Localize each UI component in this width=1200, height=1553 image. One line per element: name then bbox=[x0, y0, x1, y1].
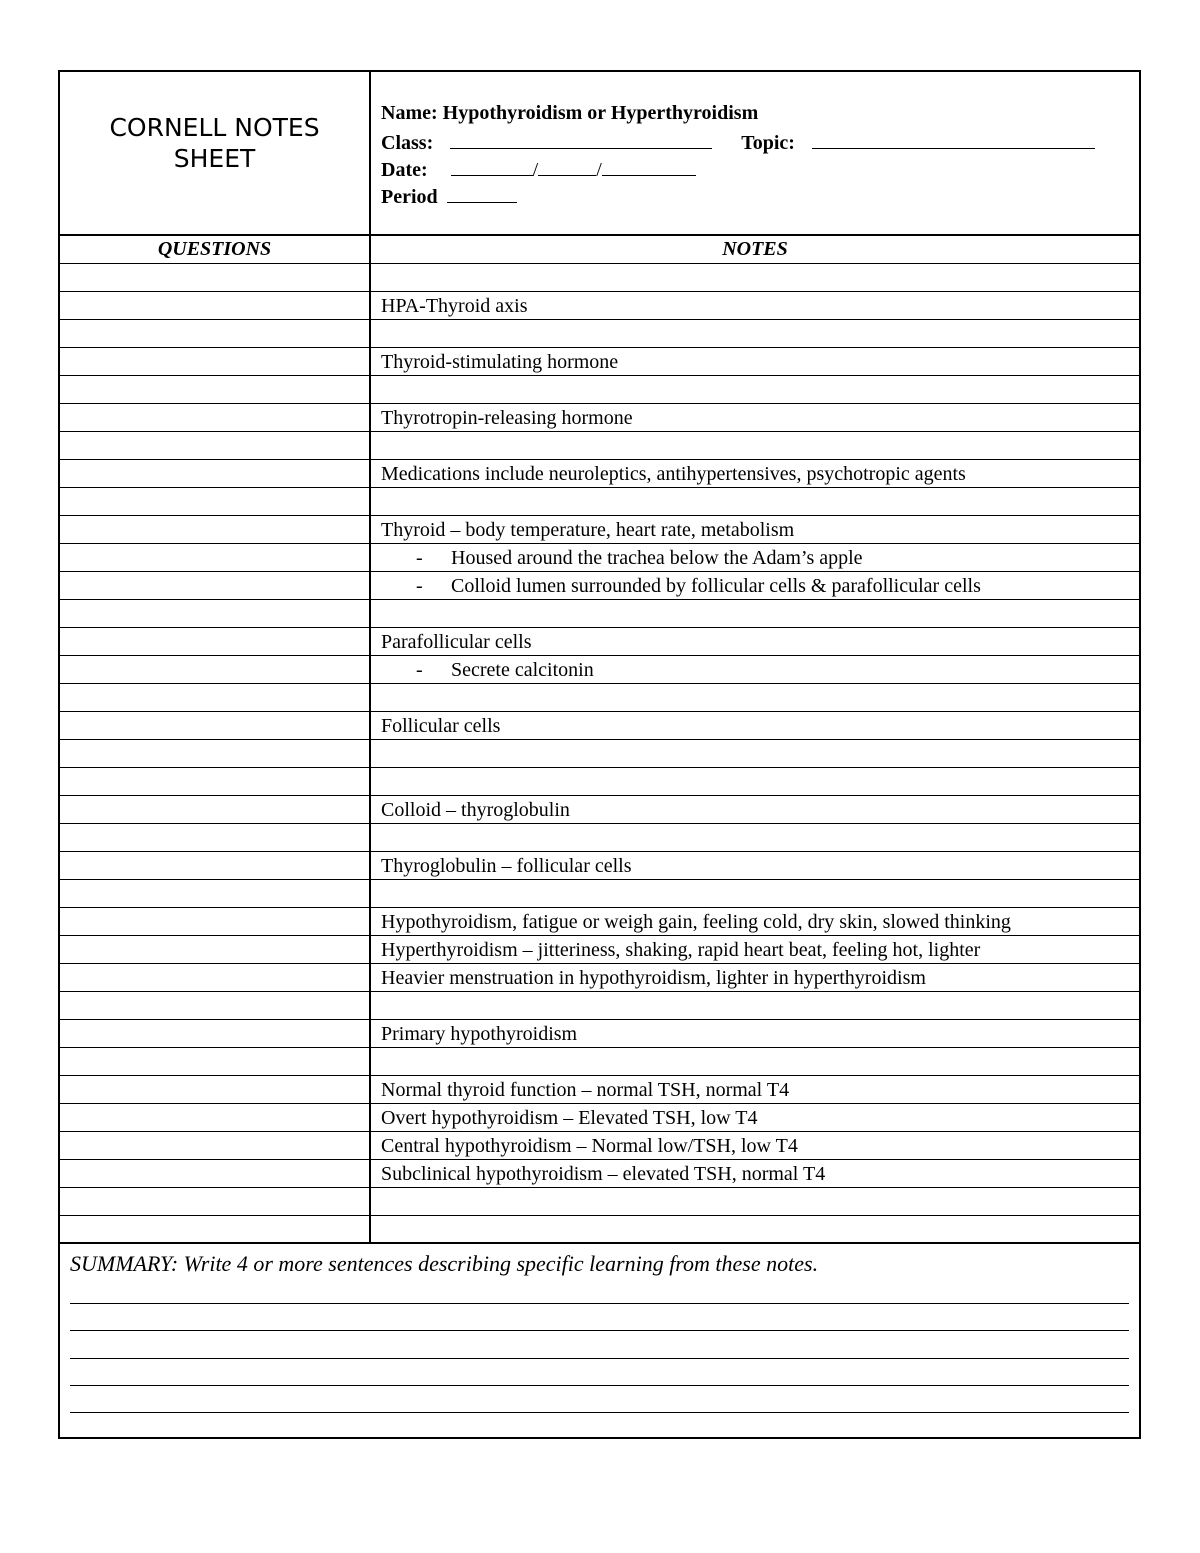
question-cell[interactable] bbox=[60, 768, 371, 795]
note-text: Normal thyroid function – normal TSH, normal T4 bbox=[381, 1079, 790, 1101]
note-cell[interactable] bbox=[371, 684, 1139, 711]
question-cell[interactable] bbox=[60, 964, 371, 991]
bullet-dash: - bbox=[416, 547, 423, 569]
column-header-row bbox=[60, 236, 1139, 264]
table-row bbox=[60, 964, 1139, 992]
summary-section bbox=[60, 1246, 1139, 1439]
table-row bbox=[60, 1216, 1139, 1244]
note-text: Parafollicular cells bbox=[381, 631, 532, 653]
class-field[interactable] bbox=[381, 130, 1095, 155]
summary-line[interactable] bbox=[70, 1412, 1129, 1413]
note-cell[interactable] bbox=[371, 908, 1139, 935]
note-text: Subclinical hypothyroidism – elevated TSH, normal T4 bbox=[381, 1163, 826, 1185]
note-cell[interactable] bbox=[371, 488, 1139, 515]
cornell-notes-sheet bbox=[58, 70, 1141, 1439]
note-text: Heavier menstruation in hypothyroidism, lighter in hyperthyroidism bbox=[381, 967, 926, 989]
note-cell[interactable] bbox=[371, 796, 1139, 823]
note-cell[interactable] bbox=[371, 376, 1139, 403]
note-text: Central hypothyroidism – Normal low/TSH, low T4 bbox=[381, 1135, 798, 1157]
question-cell[interactable] bbox=[60, 796, 371, 823]
summary-line[interactable] bbox=[70, 1303, 1129, 1304]
note-text: Thyroglobulin – follicular cells bbox=[381, 855, 632, 877]
question-cell[interactable] bbox=[60, 1132, 371, 1159]
note-text: Hypothyroidism, fatigue or weigh gain, feeling cold, dry skin, slowed thinking bbox=[381, 911, 1011, 933]
note-text: Primary hypothyroidism bbox=[381, 1023, 578, 1045]
table-row bbox=[60, 852, 1139, 880]
question-cell[interactable] bbox=[60, 936, 371, 963]
note-text: Thyrotropin-releasing hormone bbox=[381, 407, 633, 429]
table-row bbox=[60, 712, 1139, 740]
notes-grid bbox=[60, 236, 1139, 1244]
name-value: Hypothyroidism or Hyperthyroidism bbox=[442, 102, 759, 124]
note-cell[interactable] bbox=[371, 628, 1139, 655]
table-row bbox=[60, 348, 1139, 376]
note-text: Thyroid-stimulating hormone bbox=[381, 351, 619, 373]
table-row bbox=[60, 992, 1139, 1020]
note-text: Thyroid – body temperature, heart rate, metabolism bbox=[381, 519, 795, 541]
table-row bbox=[60, 600, 1139, 628]
question-cell[interactable] bbox=[60, 376, 371, 403]
note-cell[interactable] bbox=[371, 712, 1139, 739]
table-row bbox=[60, 544, 1139, 572]
question-cell[interactable] bbox=[60, 1216, 371, 1242]
question-cell[interactable] bbox=[60, 600, 371, 627]
table-row bbox=[60, 740, 1139, 768]
note-cell[interactable] bbox=[371, 600, 1139, 627]
summary-prompt: SUMMARY: Write 4 or more sentences describing specific learning from these notes. bbox=[70, 1251, 819, 1276]
table-row bbox=[60, 824, 1139, 852]
period-field[interactable] bbox=[381, 184, 517, 209]
note-cell[interactable] bbox=[371, 404, 1139, 431]
table-row bbox=[60, 936, 1139, 964]
table-row bbox=[60, 628, 1139, 656]
question-cell[interactable] bbox=[60, 880, 371, 907]
note-text: Secrete calcitonin bbox=[451, 659, 594, 681]
date-separator: / bbox=[532, 159, 539, 181]
name-field[interactable] bbox=[381, 102, 758, 125]
table-row bbox=[60, 1160, 1139, 1188]
question-cell[interactable] bbox=[60, 656, 371, 683]
note-cell[interactable] bbox=[371, 1076, 1139, 1103]
note-cell[interactable] bbox=[371, 656, 1139, 683]
questions-header: QUESTIONS bbox=[60, 236, 371, 263]
note-cell[interactable] bbox=[371, 768, 1139, 795]
note-cell[interactable] bbox=[371, 852, 1139, 879]
note-text: Medications include neuroleptics, antihypertensives, psychotropic agents bbox=[381, 463, 966, 485]
note-cell[interactable] bbox=[371, 1020, 1139, 1047]
table-row bbox=[60, 656, 1139, 684]
bullet-dash: - bbox=[416, 575, 423, 597]
sheet-title-line1: CORNELL NOTES bbox=[109, 113, 320, 142]
table-row bbox=[60, 1104, 1139, 1132]
note-cell[interactable] bbox=[371, 460, 1139, 487]
note-text: Overt hypothyroidism – Elevated TSH, low T4 bbox=[381, 1107, 758, 1129]
summary-line[interactable] bbox=[70, 1330, 1129, 1331]
table-row bbox=[60, 488, 1139, 516]
question-cell[interactable] bbox=[60, 1048, 371, 1075]
header-title-cell bbox=[60, 72, 371, 234]
table-row bbox=[60, 572, 1139, 600]
note-cell[interactable] bbox=[371, 824, 1139, 851]
note-cell[interactable] bbox=[371, 992, 1139, 1019]
note-cell[interactable] bbox=[371, 320, 1139, 347]
table-row bbox=[60, 1048, 1139, 1076]
note-text: Colloid – thyroglobulin bbox=[381, 799, 570, 821]
question-cell[interactable] bbox=[60, 1104, 371, 1131]
table-row bbox=[60, 1020, 1139, 1048]
header-fields-cell bbox=[371, 72, 1139, 234]
question-cell[interactable] bbox=[60, 488, 371, 515]
name-label: Name: bbox=[381, 102, 438, 124]
note-cell[interactable] bbox=[371, 292, 1139, 319]
summary-line[interactable] bbox=[70, 1358, 1129, 1359]
note-cell[interactable] bbox=[371, 572, 1139, 599]
period-label: Period bbox=[381, 186, 438, 208]
table-row bbox=[60, 684, 1139, 712]
table-row bbox=[60, 1132, 1139, 1160]
note-text: Housed around the trachea below the Adam’s apple bbox=[451, 547, 863, 569]
question-cell[interactable] bbox=[60, 544, 371, 571]
period-blank[interactable] bbox=[447, 184, 517, 203]
date-month-blank[interactable] bbox=[451, 157, 533, 176]
table-row bbox=[60, 264, 1139, 292]
bullet-dash: - bbox=[416, 659, 423, 681]
question-cell[interactable] bbox=[60, 684, 371, 711]
question-cell[interactable] bbox=[60, 432, 371, 459]
note-cell[interactable] bbox=[371, 348, 1139, 375]
note-cell[interactable] bbox=[371, 936, 1139, 963]
note-cell[interactable] bbox=[371, 1188, 1139, 1215]
note-text: Hyperthyroidism – jitteriness, shaking, rapid heart beat, feeling hot, lighter bbox=[381, 939, 981, 961]
summary-line[interactable] bbox=[70, 1385, 1129, 1386]
table-row bbox=[60, 516, 1139, 544]
table-row bbox=[60, 1076, 1139, 1104]
question-cell[interactable] bbox=[60, 740, 371, 767]
date-separator: / bbox=[596, 159, 602, 181]
table-row bbox=[60, 320, 1139, 348]
question-cell[interactable] bbox=[60, 572, 371, 599]
table-row bbox=[60, 404, 1139, 432]
question-cell[interactable] bbox=[60, 516, 371, 543]
topic-blank[interactable] bbox=[812, 130, 1095, 149]
topic-label: Topic: bbox=[741, 132, 795, 154]
date-day-blank[interactable] bbox=[538, 157, 596, 176]
note-cell[interactable] bbox=[371, 264, 1139, 291]
header-row bbox=[60, 72, 1139, 236]
table-row bbox=[60, 460, 1139, 488]
question-cell[interactable] bbox=[60, 852, 371, 879]
note-cell[interactable] bbox=[371, 516, 1139, 543]
question-cell[interactable] bbox=[60, 320, 371, 347]
question-cell[interactable] bbox=[60, 460, 371, 487]
table-row bbox=[60, 1188, 1139, 1216]
question-cell[interactable] bbox=[60, 1020, 371, 1047]
note-text: HPA-Thyroid axis bbox=[381, 295, 528, 317]
note-cell[interactable] bbox=[371, 1048, 1139, 1075]
table-row bbox=[60, 768, 1139, 796]
class-blank[interactable] bbox=[450, 130, 712, 149]
notes-header: NOTES bbox=[722, 238, 788, 260]
question-cell[interactable] bbox=[60, 1160, 371, 1187]
note-cell[interactable] bbox=[371, 432, 1139, 459]
question-cell[interactable] bbox=[60, 348, 371, 375]
date-label: Date: bbox=[381, 159, 428, 181]
class-label: Class: bbox=[381, 132, 434, 154]
note-cell[interactable] bbox=[371, 1132, 1139, 1159]
table-row bbox=[60, 376, 1139, 404]
note-cell[interactable] bbox=[371, 964, 1139, 991]
note-cell[interactable] bbox=[371, 1216, 1139, 1242]
note-text: Colloid lumen surrounded by follicular cells & parafollicular cells bbox=[451, 575, 981, 597]
date-field[interactable] bbox=[381, 157, 696, 182]
table-row bbox=[60, 880, 1139, 908]
note-cell[interactable] bbox=[371, 740, 1139, 767]
note-cell[interactable] bbox=[371, 544, 1139, 571]
note-cell[interactable] bbox=[371, 880, 1139, 907]
table-row bbox=[60, 796, 1139, 824]
question-cell[interactable] bbox=[60, 824, 371, 851]
date-year-blank[interactable] bbox=[602, 157, 696, 176]
sheet-title bbox=[60, 112, 369, 174]
question-cell[interactable] bbox=[60, 1076, 371, 1103]
question-cell[interactable] bbox=[60, 1188, 371, 1215]
question-cell[interactable] bbox=[60, 628, 371, 655]
question-cell[interactable] bbox=[60, 404, 371, 431]
note-text: Follicular cells bbox=[381, 715, 501, 737]
question-cell[interactable] bbox=[60, 712, 371, 739]
question-cell[interactable] bbox=[60, 292, 371, 319]
table-row bbox=[60, 432, 1139, 460]
table-row bbox=[60, 292, 1139, 320]
sheet-title-line2: SHEET bbox=[173, 144, 256, 173]
question-cell[interactable] bbox=[60, 908, 371, 935]
note-cell[interactable] bbox=[371, 1160, 1139, 1187]
question-cell[interactable] bbox=[60, 992, 371, 1019]
table-row bbox=[60, 908, 1139, 936]
note-cell[interactable] bbox=[371, 1104, 1139, 1131]
question-cell[interactable] bbox=[60, 264, 371, 291]
